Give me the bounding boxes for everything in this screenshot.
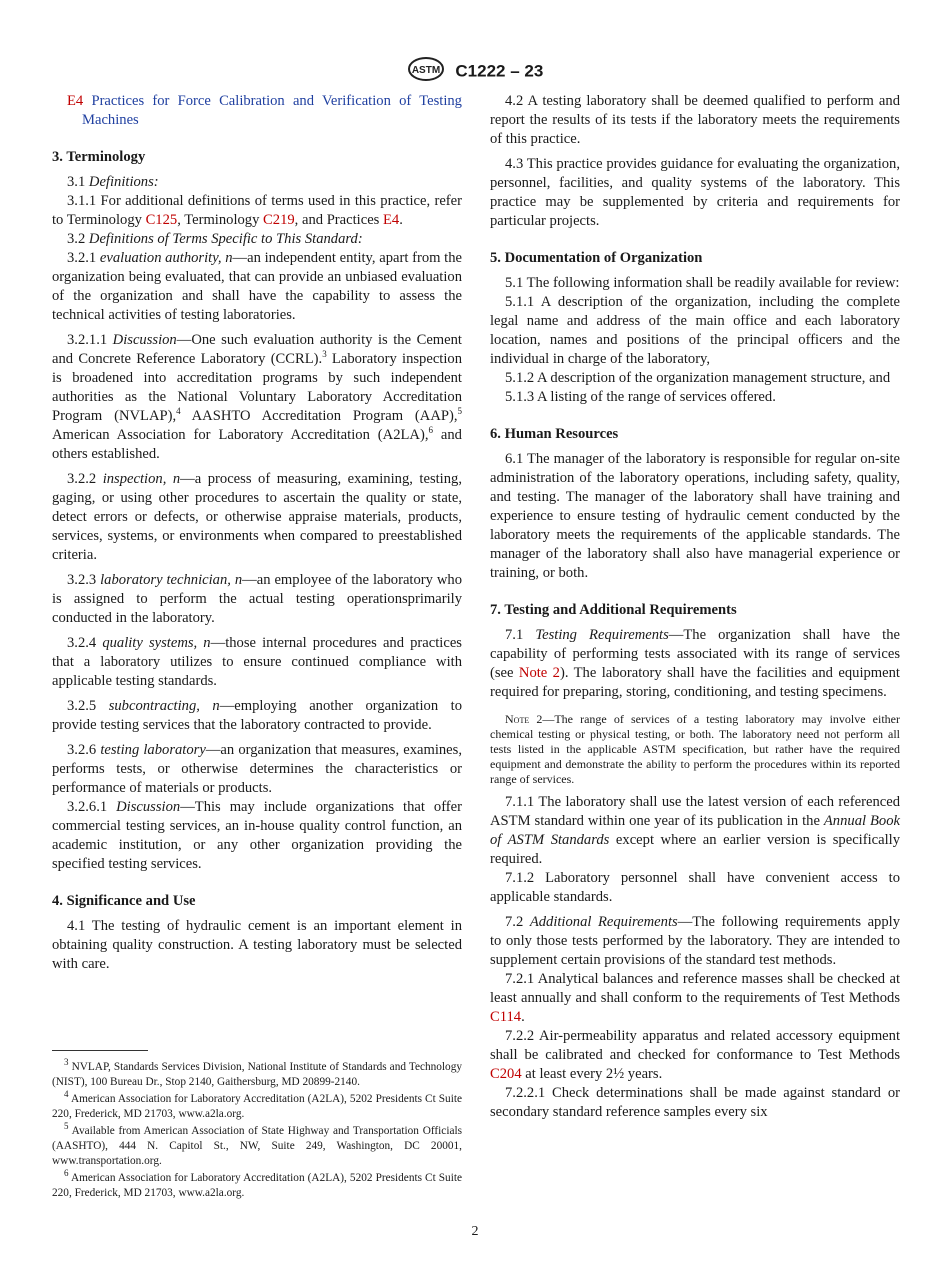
footnote-6: $^6$ American Association for Laboratory Accreditation (A2LA), 5202 Presidents Ct Suite 220, Frederick, MD 21703, www.a2la.org. <box>52 1168 463 1199</box>
para-3-2-6: 3.2.6 testing laboratory—an organization that measures, examines, performs tests, or otherwise determines the characteristics or performance of materials or products. <box>52 742 462 796</box>
para-3-2-1-1: 3.2.1.1 Discussion—One such evaluation authority is the Cement and Concrete Reference Laboratory (CCRL).$^3$ Laboratory inspection is broadened into accreditation programs by such independent authorities as the National Voluntary Laboratory Accreditation Program (NVLAP),$^4$ AASHTO Accreditation Program (AAP),$^5$ American Association for Laboratory Accreditation (A2LA),$^6$ and others established. <box>52 332 462 462</box>
c125-link[interactable]: C125 <box>145 212 178 228</box>
page-number: 2 <box>471 1224 479 1239</box>
para-5-1-1: 5.1.1 A description of the organization, including the complete legal name and address of the main office and each laboratory location, names and positions of the principal officers and the individual in charge of the laboratory, <box>490 294 900 367</box>
para-7-1-2: 7.1.2 Laboratory personnel shall have convenient access to applicable standards. <box>490 870 900 905</box>
footnote-ref-6[interactable]: 6 <box>428 425 433 436</box>
para-4-2: 4.2 A testing laboratory shall be deemed qualified to perform and report the results of its tests if the laboratory meets the requirements of this practice. <box>490 93 900 147</box>
para-3-2: 3.2 Definitions of Terms Specific to This Standard: <box>67 231 363 247</box>
logo-text: ASTM <box>411 65 440 76</box>
para-3-2-3: 3.2.3 laboratory technician, n—an employee of the laboratory who is assigned to perform the actual testing operationsprimarily conducted in the laboratory. <box>52 572 462 626</box>
e4-reference-entry <box>52 92 462 130</box>
footnotes <box>52 1057 463 1203</box>
e4-title-link[interactable]: Practices for Force Calibration and Verification of Testing Machines <box>82 93 462 128</box>
para-3-2-4: 3.2.4 quality systems, n—those internal procedures and practices that a laboratory utilizes to ensure continued compliance with applicable testing standards. <box>52 635 462 689</box>
para-3-2-2: 3.2.2 inspection, n—a process of measuring, examining, testing, gaging, or using other procedures to ascertain the quality or state, detect errors or defects, or otherwise appraise materials, products, services, systems, or environments when compared to preestablished criteria. <box>52 471 462 563</box>
para-7-1-1: 7.1.1 The laboratory shall use the latest version of each referenced ASTM standard within one year of its publication in the Annual Book of ASTM Standards except where an earlier version is specifically required. <box>490 794 901 867</box>
para-4-3: 4.3 This practice provides guidance for evaluating the organization, personnel, facilities, and quality systems of the laboratory. This practice may be supplemented by criteria and requirements for particular projects. <box>490 156 900 229</box>
para-3-2-6-1: 3.2.6.1 Discussion—This may include organizations that offer commercial testing services, an in-house quality control function, an academic institution, or any other organization providing the specified testing services. <box>52 799 462 872</box>
page-header <box>0 56 950 87</box>
footnote-4: $^4$ American Association for Laboratory Accreditation (A2LA), 5202 Presidents Ct Suite 220, Frederick, MD 21703, www.a2la.org. <box>52 1089 463 1120</box>
para-5-1-3: 5.1.3 A listing of the range of services offered. <box>505 389 776 405</box>
c204-link[interactable]: C204 <box>490 1066 522 1082</box>
left-column <box>52 92 462 974</box>
para-3-1-1: 3.1.1 For additional definitions of terms used in this practice, refer to Terminology C125, Terminology C219, and Practices E4. <box>52 193 462 228</box>
right-column <box>490 92 900 1122</box>
para-3-2-5: 3.2.5 subcontracting, n—employing another organization to provide testing services that the laboratory contracted to provide. <box>52 698 462 733</box>
section-7-heading: 7. Testing and Additional Requirements <box>490 602 737 618</box>
section-6-heading: 6. Human Resources <box>490 426 619 442</box>
footnote-divider <box>52 1050 148 1051</box>
section-3-heading: 3. Terminology <box>52 149 146 165</box>
designation-code: C1222 – 23 <box>455 61 544 81</box>
para-3-2-1: 3.2.1 evaluation authority, n—an independent entity, apart from the organization being evaluated, that can provide an unbiased evaluation of the organization and shall have the capability to assess the technical activities of testing laboratories. <box>52 250 462 323</box>
c219-link[interactable]: C219 <box>263 212 295 228</box>
footnote-ref-4[interactable]: 4 <box>176 406 181 417</box>
footnote-3: $^3$ NVLAP, Standards Services Division, National Institute of Standards and Technology (NIST), 100 Bureau Dr., Stop 2140, Gaithersburg, MD 20899-2140. <box>52 1057 463 1088</box>
c114-link[interactable]: C114 <box>490 1009 522 1025</box>
footnote-5: $^5$ Available from American Association of State Highway and Transportation Officials (AASHTO), 444 N. Capitol St., NW, Suite 249, Washington, DC 20001, www.transportation.org. <box>52 1121 463 1167</box>
para-7-2-2-1: 7.2.2.1 Check determinations shall be made against standard or secondary standard reference samples every six <box>490 1085 900 1120</box>
para-7-2-2: 7.2.2 Air-permeability apparatus and related accessory equipment shall be calibrated and checked for conformance to Test Methods C204 at least every 2½ years. <box>490 1028 900 1082</box>
e4-ref-link[interactable]: E4 <box>67 93 84 109</box>
para-7-2-1: 7.2.1 Analytical balances and reference masses shall be checked at least annually and shall conform to the requirements of Test Methods C114. <box>490 971 900 1025</box>
footnote-ref-3[interactable]: 3 <box>322 349 327 360</box>
para-7-1: 7.1 Testing Requirements—The organization shall have the capability of performing tests associated with its range of services (see Note 2). The laboratory shall have the facilities and equipment required for preparing, storing, conditioning, and testing specimens. <box>490 627 900 700</box>
section-4-heading: 4. Significance and Use <box>52 893 196 909</box>
e4-link[interactable]: E4 <box>383 212 400 228</box>
para-6-1: 6.1 The manager of the laboratory is responsible for regular on-site administration of the laboratory operations, including safety, quality, and testing. The manager of the laboratory shall have training and experience to ensure testing of hydraulic cement conducted by the laboratory meets the requirements of the applicable standards. The manager of the laboratory shall also have managerial experience or training, or both. <box>490 451 900 581</box>
footnote-ref-5[interactable]: 5 <box>457 406 462 417</box>
note-2-link[interactable]: Note 2 <box>518 665 560 681</box>
para-5-1-2: 5.1.2 A description of the organization management structure, and <box>505 370 891 386</box>
note-2: Note 2—The range of services of a testing laboratory may involve either chemical testing or physical testing, or both. The laboratory need not perform all tests listed in the applicable ASTM specification, but rather have the required equipment and demonstrate the ability to perform the procedures within its reported range of services. <box>490 712 900 786</box>
para-4-1: 4.1 The testing of hydraulic cement is an important element in obtaining quality construction. A testing laboratory must be selected with care. <box>52 918 462 972</box>
para-5-1: 5.1 The following information shall be readily available for review: <box>505 275 900 291</box>
para-7-2: 7.2 Additional Requirements—The following requirements apply to only those tests performed by the laboratory. They are intended to supplement certain provisions of the standard test methods. <box>490 914 900 968</box>
para-3-1: 3.1 Definitions: <box>67 174 159 190</box>
astm-logo-icon <box>407 56 445 87</box>
section-5-heading: 5. Documentation of Organization <box>490 250 703 266</box>
